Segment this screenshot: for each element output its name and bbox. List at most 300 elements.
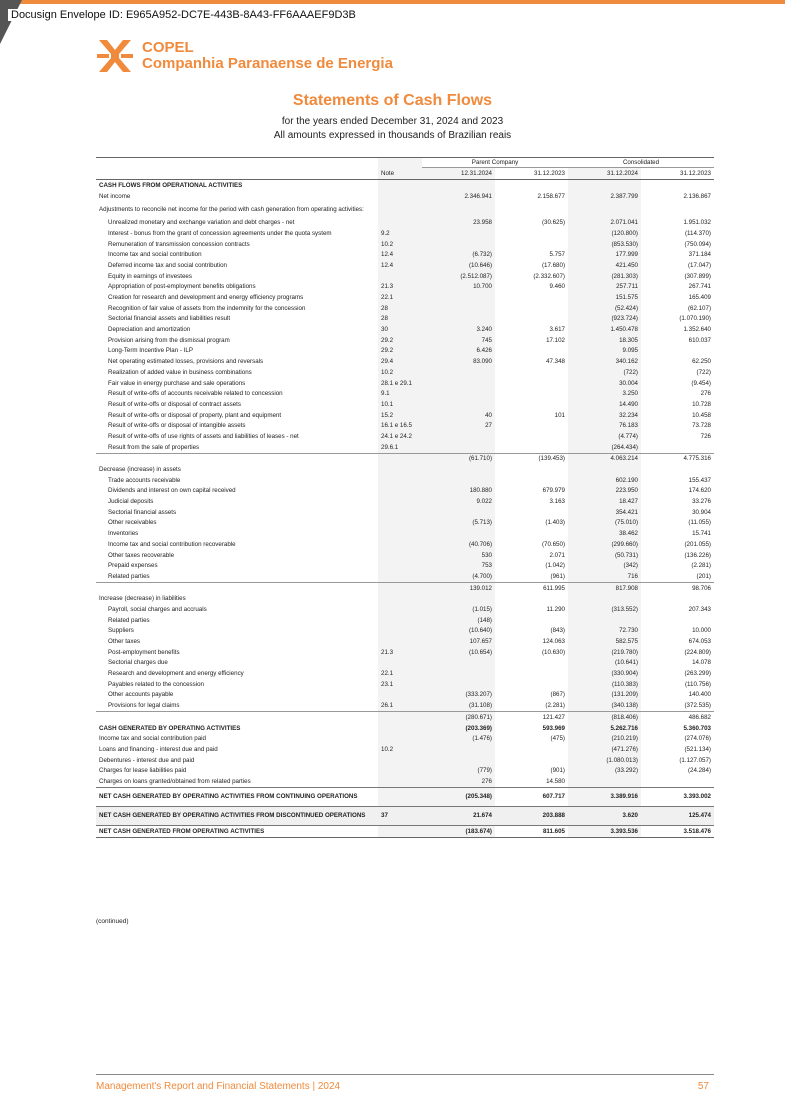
row-value: (50.731) (568, 550, 641, 561)
table-row (96, 582, 714, 593)
row-note: 10.2 (378, 367, 422, 378)
row-value: 1.352.640 (683, 326, 711, 334)
row-value (422, 528, 495, 539)
summary-row (96, 787, 714, 806)
row-value (495, 303, 568, 314)
row-value: (1.127.057) (679, 756, 711, 764)
row-value: (1.476) (422, 733, 495, 744)
row-label (96, 582, 378, 593)
row-value: (2.512.087) (422, 271, 495, 282)
row-value: 811.605 (495, 825, 568, 837)
row-label: Inventories (108, 530, 139, 538)
row-value (495, 593, 568, 604)
row-value: (901) (550, 767, 565, 775)
row-value (641, 346, 714, 357)
row-value: 607.717 (495, 787, 568, 806)
row-value: 716 (568, 571, 641, 582)
row-value: (10.641) (568, 658, 641, 669)
row-label: Result of write-offs or disposal of contract assets (108, 400, 241, 408)
row-value: (818.406) (568, 712, 641, 723)
row-value (495, 420, 568, 431)
row-value: 5.360.703 (683, 724, 711, 732)
table-row (96, 335, 714, 346)
row-label: Long-Term Incentive Plan - ILP (108, 347, 193, 355)
row-value: 1.951.032 (683, 219, 711, 227)
row-value (641, 464, 714, 475)
row-value: 139.012 (422, 582, 495, 593)
row-label: CASH FLOWS FROM OPERATIONAL ACTIVITIES (99, 181, 243, 189)
column-header-row (96, 168, 714, 180)
table-row (96, 486, 714, 497)
row-label (96, 712, 378, 723)
row-value (495, 464, 568, 475)
row-value: 3.393.536 (568, 825, 641, 837)
row-note (378, 550, 422, 561)
row-label: Appropriation of post-employment benefits obligations (108, 283, 256, 291)
corner-decoration (0, 0, 22, 44)
row-value (422, 431, 495, 442)
row-value (422, 201, 495, 217)
row-value: 3.617 (549, 326, 565, 334)
row-note (378, 733, 422, 744)
row-note: 37 (378, 806, 422, 825)
row-value: 177.999 (568, 249, 641, 260)
parent-company-header: Parent Company (422, 158, 568, 168)
row-label: Related parties (108, 572, 150, 580)
table-row (96, 518, 714, 529)
table-row (96, 442, 714, 453)
table-row (96, 765, 714, 776)
row-label: Creation for research and development and energy efficiency programs (108, 294, 304, 302)
table-row (96, 282, 714, 293)
table-row (96, 679, 714, 690)
row-value: (148) (422, 615, 495, 626)
row-label: Research and development and energy efficiency (108, 670, 244, 678)
row-value (422, 679, 495, 690)
row-value: (203.369) (422, 723, 495, 734)
row-value: (40.706) (422, 539, 495, 550)
row-note (378, 539, 422, 550)
table-row (96, 260, 714, 271)
row-value: 257.711 (568, 282, 641, 293)
row-note: 29.2 (378, 335, 422, 346)
row-value: 276 (700, 390, 711, 398)
table-row (96, 431, 714, 442)
row-value (422, 388, 495, 399)
row-note (378, 496, 422, 507)
row-value: 10.700 (422, 282, 495, 293)
row-label: Sectorial financial assets and liabilities result (108, 315, 231, 323)
table-row (96, 539, 714, 550)
subtitle-period: for the years ended December 31, 2024 and 2023 (281, 116, 504, 127)
row-label: Judicial deposits (108, 498, 154, 506)
row-value: 30.904 (692, 508, 711, 516)
row-label: Debentures - interest due and paid (99, 756, 195, 764)
row-value: 27 (422, 420, 495, 431)
row-note (378, 776, 422, 787)
row-value (495, 314, 568, 325)
row-value: (475) (550, 735, 565, 743)
row-value: (1.042) (545, 562, 565, 570)
row-value: (867) (550, 691, 565, 699)
row-value: 203.888 (495, 806, 568, 825)
row-value (568, 593, 641, 604)
brand-fullname: Companhia Paranaense de Energia (142, 55, 393, 72)
row-value (495, 292, 568, 303)
row-value: 9.022 (422, 496, 495, 507)
col-header: 31.12.2023 (495, 168, 568, 180)
row-value: 38.462 (568, 528, 641, 539)
row-value: 40 (422, 410, 495, 421)
table-row (96, 712, 714, 723)
row-value: (521.134) (684, 745, 711, 753)
row-label: Decrease (increase) in assets (99, 466, 181, 474)
row-value: (61.710) (422, 453, 495, 464)
row-value: 32.234 (568, 410, 641, 421)
row-value: (471.276) (568, 744, 641, 755)
row-value: (5.713) (422, 518, 495, 529)
row-value: 21.674 (422, 806, 495, 825)
row-value (495, 658, 568, 669)
row-value: (224.809) (684, 648, 711, 656)
row-value (422, 464, 495, 475)
row-value: 276 (422, 776, 495, 787)
envelope-id: Docusign Envelope ID: E965A952-DC7E-443B-8A43-FF6AAAEF9D3B (8, 9, 359, 21)
row-value (495, 679, 568, 690)
footer-divider (96, 1074, 714, 1075)
row-value (422, 367, 495, 378)
row-value: (342) (568, 560, 641, 571)
row-value: (24.284) (687, 767, 711, 775)
table-row (96, 528, 714, 539)
row-value: (114.370) (684, 229, 711, 237)
row-value: 582.575 (568, 636, 641, 647)
row-value: 18.305 (568, 335, 641, 346)
table-row (96, 593, 714, 604)
row-value (495, 378, 568, 389)
row-value: 155.437 (688, 476, 711, 484)
row-value: 62.250 (692, 358, 711, 366)
row-value: (299.660) (568, 539, 641, 550)
row-note: 22.1 (378, 292, 422, 303)
row-value: 817.908 (568, 582, 641, 593)
row-value: (330.904) (568, 668, 641, 679)
row-label: Charges on loans granted/obtained from related parties (99, 777, 251, 785)
continued-note: (continued) (96, 918, 129, 925)
table-row (96, 571, 714, 582)
row-value (495, 180, 568, 191)
row-value: (120.800) (568, 228, 641, 239)
row-value: 593.969 (542, 724, 565, 732)
row-value (422, 658, 495, 669)
row-value: (30.625) (541, 219, 565, 227)
row-value: 674.053 (688, 638, 711, 646)
row-label: Fair value in energy purchase and sale operations (108, 379, 246, 387)
table-row (96, 228, 714, 239)
row-value: (33.292) (568, 765, 641, 776)
table-row (96, 324, 714, 335)
row-value: 125.474 (641, 806, 714, 825)
row-value: (280.671) (422, 712, 495, 723)
row-note: 10.2 (378, 239, 422, 250)
row-note (378, 191, 422, 202)
row-value (641, 201, 714, 217)
row-value: (11.055) (688, 519, 711, 527)
col-header: 31.12.2024 (568, 168, 641, 180)
row-value: 486.682 (641, 712, 714, 723)
row-value: 98.706 (641, 582, 714, 593)
row-note: 29.6.1 (378, 442, 422, 453)
row-note: 10.1 (378, 399, 422, 410)
row-value: (70.650) (541, 540, 565, 548)
row-value: 101 (554, 411, 565, 419)
table-row (96, 723, 714, 734)
row-label: Other taxes recoverable (108, 551, 175, 559)
table-row (96, 410, 714, 421)
row-note (378, 658, 422, 669)
row-note (378, 486, 422, 497)
row-value: (110.756) (684, 680, 711, 688)
row-note: 28 (378, 303, 422, 314)
row-value: 17.102 (546, 336, 565, 344)
row-value: 107.657 (422, 636, 495, 647)
row-note (378, 712, 422, 723)
row-value: 610.037 (688, 336, 711, 344)
row-value: (201) (696, 572, 711, 580)
row-value: 10.728 (692, 400, 711, 408)
row-note (378, 825, 422, 837)
row-note (378, 464, 422, 475)
row-value: 354.421 (568, 507, 641, 518)
row-value: 2.158.677 (537, 192, 565, 200)
row-note: 9.1 (378, 388, 422, 399)
row-note: 12.4 (378, 260, 422, 271)
row-label: Result of write-offs of accounts receivable related to concession (108, 390, 283, 398)
row-value: 3.393.002 (641, 787, 714, 806)
row-value: (313.552) (568, 604, 641, 615)
row-label: Suppliers (108, 627, 134, 635)
row-value (495, 346, 568, 357)
row-value: 10.000 (692, 627, 711, 635)
row-value (568, 464, 641, 475)
table-row (96, 647, 714, 658)
row-value: 5.757 (549, 251, 565, 259)
row-value (641, 776, 714, 787)
row-value: 23.958 (422, 217, 495, 228)
cash-flow-table (96, 157, 714, 838)
row-value (495, 431, 568, 442)
row-label: Realization of added value in business combinations (108, 368, 252, 376)
table-row (96, 560, 714, 571)
row-value: (17.047) (687, 261, 711, 269)
row-value (422, 442, 495, 453)
table-row (96, 690, 714, 701)
row-value: 180.880 (422, 486, 495, 497)
row-value: 3.518.476 (641, 825, 714, 837)
row-value: (10.654) (422, 647, 495, 658)
row-value (495, 367, 568, 378)
row-value: 83.090 (422, 356, 495, 367)
row-value: (779) (422, 765, 495, 776)
row-value: 3.389.916 (568, 787, 641, 806)
row-value: 1.450.478 (568, 324, 641, 335)
row-note (378, 507, 422, 518)
row-label: Payables related to the concession (108, 680, 204, 688)
row-value: (1.403) (545, 519, 565, 527)
table-row (96, 604, 714, 615)
row-value: (281.303) (568, 271, 641, 282)
table-row (96, 191, 714, 202)
table-row (96, 615, 714, 626)
col-header: 12.31.2024 (422, 168, 495, 180)
row-value: 4.063.214 (568, 453, 641, 464)
row-value: 421.450 (568, 260, 641, 271)
row-label (96, 453, 378, 464)
row-note (378, 475, 422, 486)
row-label: Other accounts payable (108, 691, 174, 699)
row-value: 2.071 (549, 551, 565, 559)
row-note: 21.3 (378, 647, 422, 658)
table-row (96, 550, 714, 561)
row-value: (75.010) (568, 518, 641, 529)
row-value: 223.950 (568, 486, 641, 497)
row-label: Sectorial charges due (108, 659, 168, 667)
row-label: Charges for lease liabilities paid (99, 767, 187, 775)
row-note (378, 217, 422, 228)
row-value (422, 378, 495, 389)
row-value: (183.674) (422, 825, 495, 837)
row-value: (62.107) (687, 304, 711, 312)
row-note (378, 626, 422, 637)
row-value: (110.383) (568, 679, 641, 690)
copel-logo-icon (97, 38, 133, 74)
row-note (378, 615, 422, 626)
row-note (378, 765, 422, 776)
row-value: 371.184 (688, 251, 711, 259)
row-note (378, 593, 422, 604)
row-value: 18.427 (568, 496, 641, 507)
row-label: Result from the sale of properties (108, 443, 200, 451)
note-header: Note (378, 168, 422, 180)
row-value: 2.136.867 (683, 192, 711, 200)
row-label: Prepaid expenses (108, 562, 158, 570)
table-row (96, 217, 714, 228)
row-note: 29.4 (378, 356, 422, 367)
row-value (641, 593, 714, 604)
row-label: Income tax and social contribution paid (99, 735, 206, 743)
group-header-row (96, 158, 714, 168)
row-value: 745 (422, 335, 495, 346)
row-value (422, 292, 495, 303)
row-value (495, 528, 568, 539)
row-label: Trade accounts receivable (108, 476, 181, 484)
page-number: 57 (697, 1081, 709, 1092)
row-note (378, 723, 422, 734)
row-note (378, 690, 422, 701)
row-note: 26.1 (378, 700, 422, 711)
row-value (422, 593, 495, 604)
table-row (96, 636, 714, 647)
row-value: 140.400 (688, 691, 711, 699)
row-value: 679.979 (542, 487, 565, 495)
footer-text: Management's Report and Financial Statements | 2024 (96, 1081, 341, 1092)
row-label: Equity in earnings of investees (108, 272, 192, 280)
row-note (378, 787, 422, 806)
row-value: (10.630) (541, 648, 565, 656)
row-label: Provision arising from the dismissal program (108, 336, 230, 344)
row-value: (923.724) (568, 314, 641, 325)
row-value: 3.163 (549, 498, 565, 506)
row-value (568, 615, 641, 626)
row-note: 24.1 e 24.2 (378, 431, 422, 442)
row-note (378, 571, 422, 582)
row-value: (372.535) (684, 702, 711, 710)
row-note (378, 528, 422, 539)
table-row (96, 292, 714, 303)
row-value (422, 744, 495, 755)
row-note: 21.3 (378, 282, 422, 293)
row-value: 72.730 (568, 626, 641, 637)
subtitle-units: All amounts expressed in thousands of Brazilian reais (273, 130, 512, 141)
row-value: 2.346.941 (422, 191, 495, 202)
row-value (495, 507, 568, 518)
table-row (96, 700, 714, 711)
row-value: 14.490 (568, 399, 641, 410)
row-value (422, 475, 495, 486)
row-value (495, 201, 568, 217)
row-value: 165.409 (688, 294, 711, 302)
row-value: (263.299) (684, 670, 711, 678)
row-value: (340.138) (568, 700, 641, 711)
row-label: Income tax and social contribution recoverable (108, 540, 236, 548)
table-row (96, 507, 714, 518)
row-value: (722) (696, 368, 711, 376)
row-value: 5.262.716 (568, 723, 641, 734)
row-value: 2.071.041 (568, 217, 641, 228)
row-value (495, 744, 568, 755)
row-value: (1.080.013) (568, 755, 641, 766)
row-value: (722) (568, 367, 641, 378)
table-row (96, 733, 714, 744)
table-row (96, 314, 714, 325)
row-value (495, 615, 568, 626)
row-value: (1.015) (422, 604, 495, 615)
row-label: CASH GENERATED BY OPERATING ACTIVITIES (99, 724, 241, 732)
row-value (495, 755, 568, 766)
row-note: 22.1 (378, 668, 422, 679)
row-note (378, 560, 422, 571)
row-label: Recognition of fair value of assets from the indemnity for the concession (108, 304, 306, 312)
table-row (96, 378, 714, 389)
table-row (96, 271, 714, 282)
row-value (495, 475, 568, 486)
row-value (568, 180, 641, 191)
table-row (96, 367, 714, 378)
row-value: 3.250 (568, 388, 641, 399)
row-value (422, 755, 495, 766)
row-value (641, 442, 714, 453)
row-value (422, 180, 495, 191)
row-value: (52.424) (568, 303, 641, 314)
row-note (378, 180, 422, 191)
table-row (96, 239, 714, 250)
table-row (96, 475, 714, 486)
row-value (568, 776, 641, 787)
row-value: (131.209) (568, 690, 641, 701)
table-row (96, 626, 714, 637)
table-row (96, 464, 714, 475)
table-row (96, 388, 714, 399)
